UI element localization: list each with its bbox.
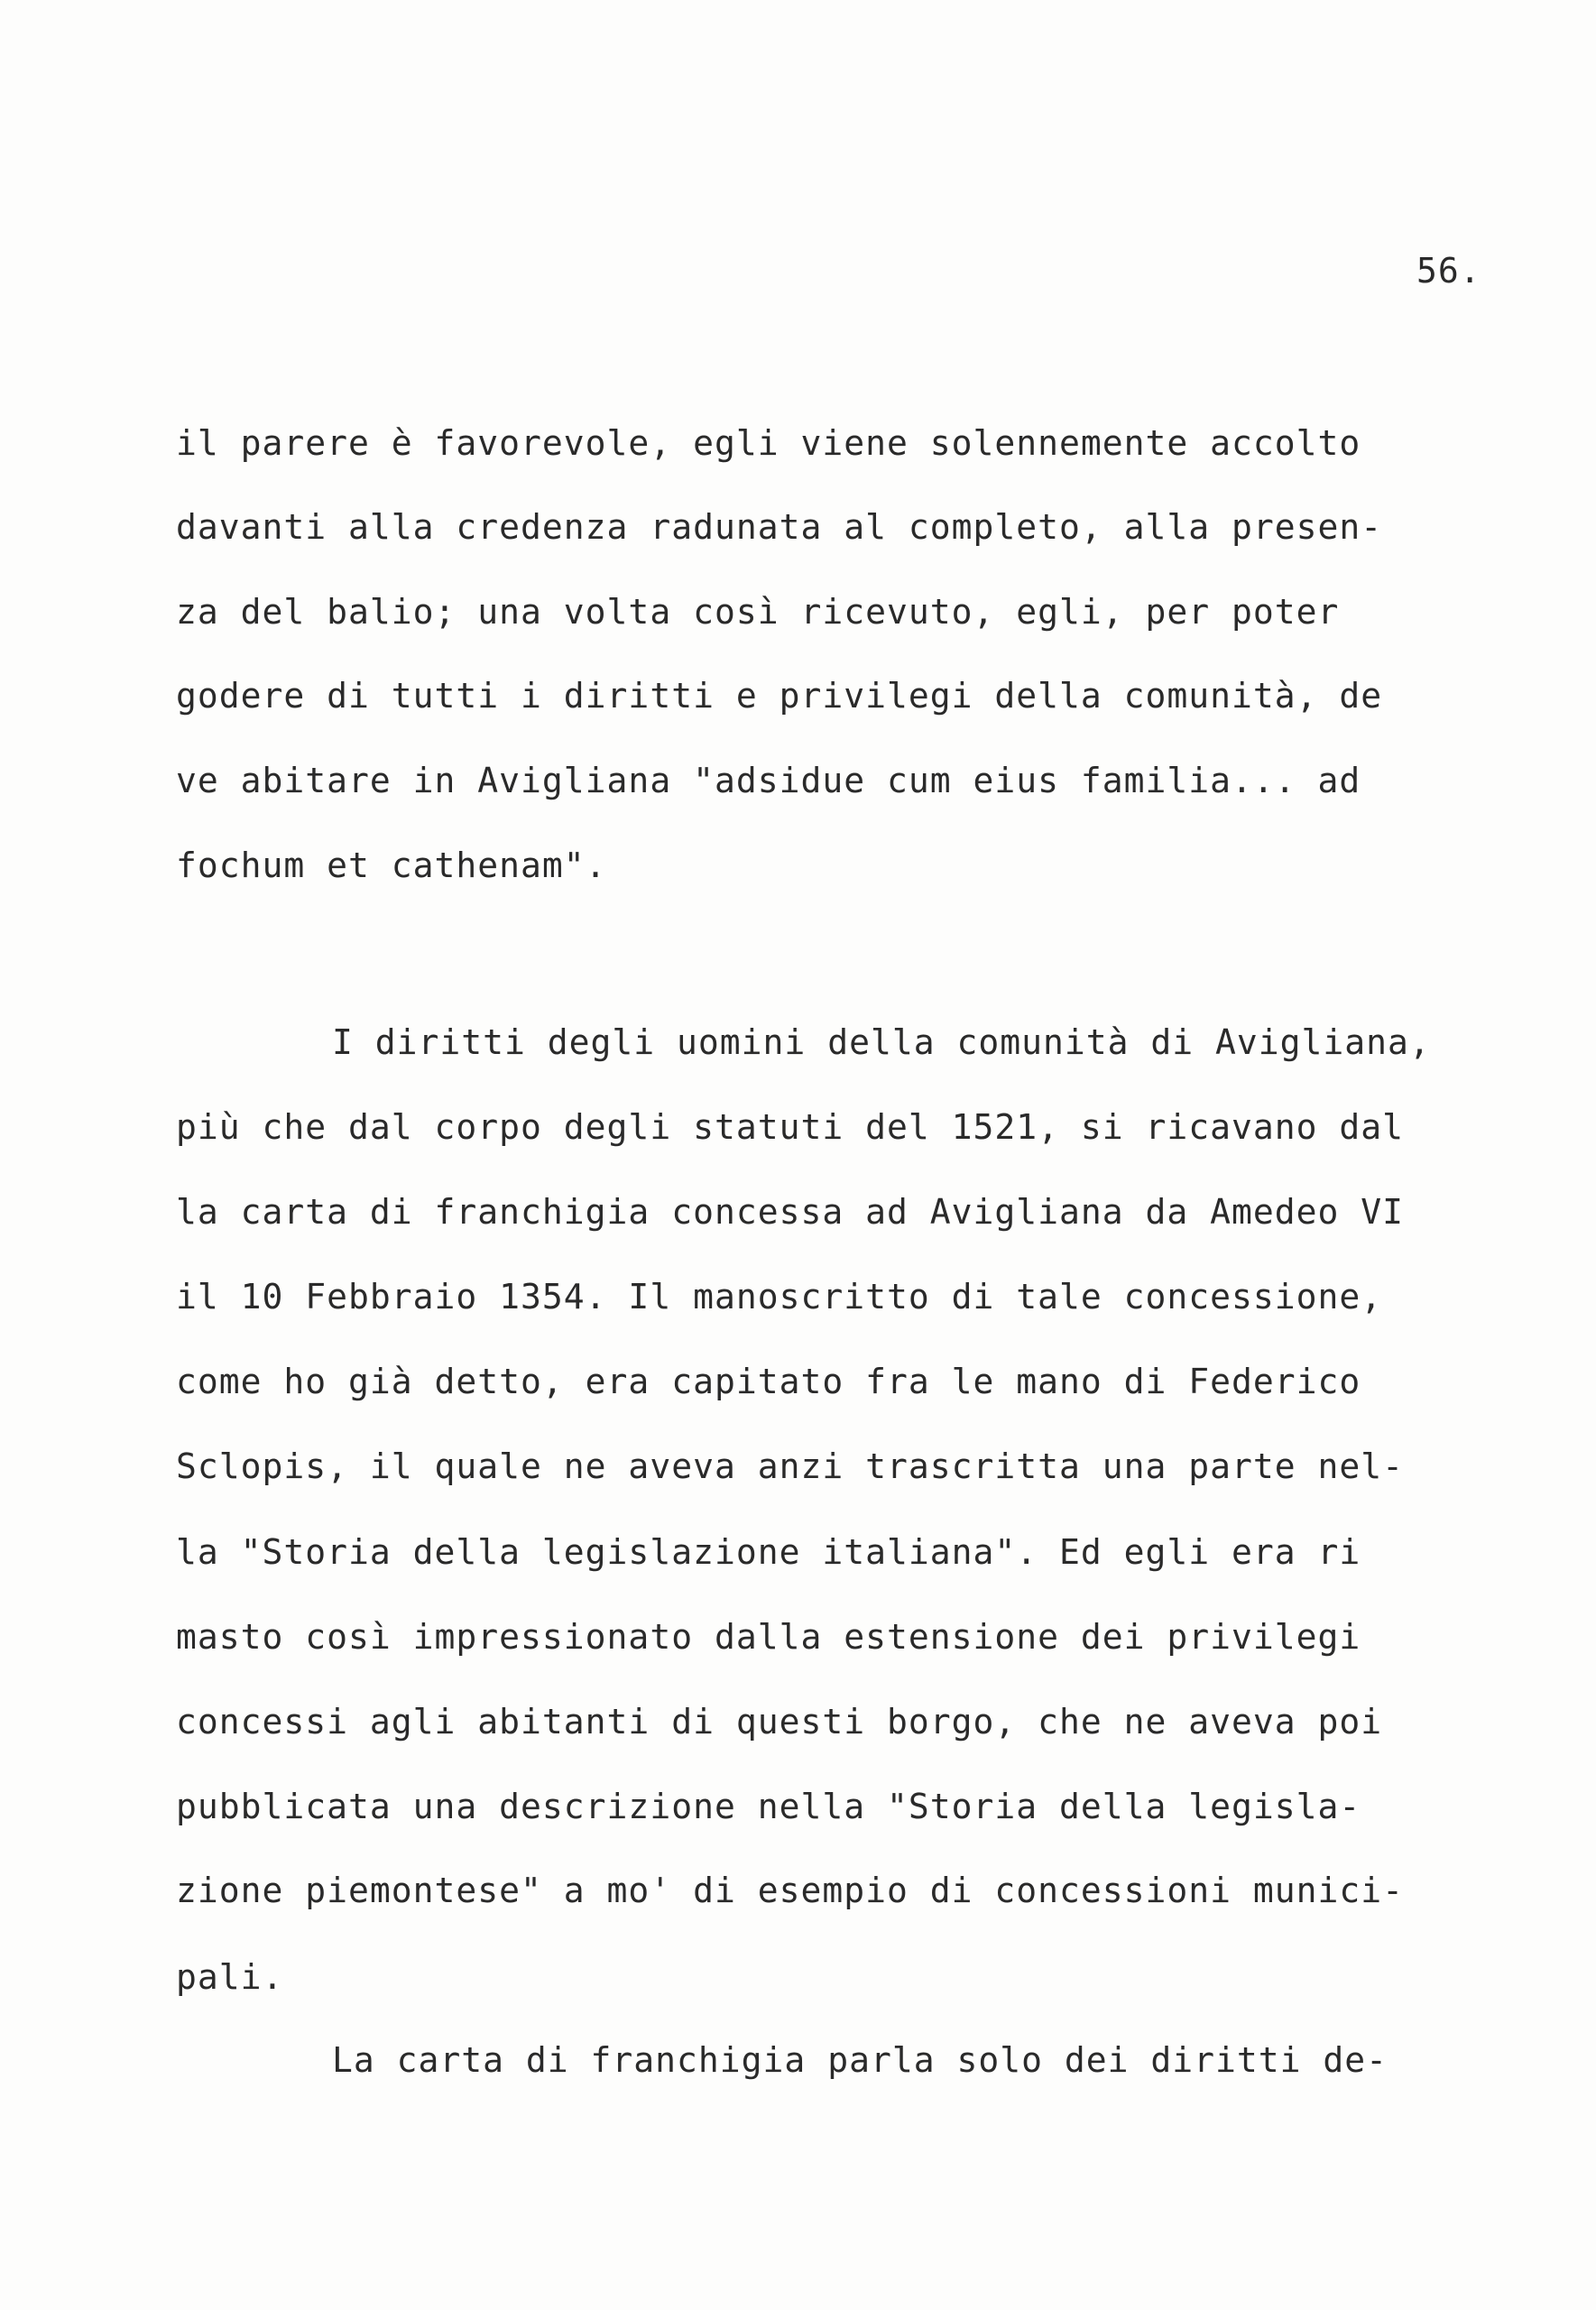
text-line: davanti alla credenza radunata al completo, alla presen- (176, 507, 1383, 547)
text-line: la carta di franchigia concessa ad Avigliana da Amedeo VI (176, 1192, 1405, 1232)
text-line: masto così impressionato dalla estensione dei privilegi (176, 1617, 1361, 1657)
text-line: il parere è favorevole, egli viene solennemente accolto (176, 423, 1361, 463)
text-line: Sclopis, il quale ne aveva anzi trascritta una parte nel- (176, 1446, 1405, 1486)
text-line: più che dal corpo degli statuti del 1521, si ricavano dal (176, 1107, 1405, 1147)
text-line: pali. (176, 1957, 284, 1997)
page-number: 56. (1416, 251, 1481, 291)
text-line: la "Storia della legislazione italiana". Ed egli era ri (176, 1532, 1361, 1572)
text-line: godere di tutti i diritti e privilegi della comunità, de (176, 676, 1383, 716)
text-line: za del balio; una volta così ricevuto, egli, per poter (176, 592, 1340, 632)
text-line: concessi agli abitanti di questi borgo, che ne aveva poi (176, 1702, 1383, 1742)
text-line: il 10 Febbraio 1354. Il manoscritto di tale concessione, (176, 1277, 1383, 1317)
text-line: zione piemontese" a mo' di esempio di concessioni munici- (176, 1871, 1405, 1910)
text-line: come ho già detto, era capitato fra le mano di Federico (176, 1362, 1361, 1401)
text-line: fochum et cathenam". (176, 845, 607, 885)
text-line: La carta di franchigia parla solo dei diritti de- (332, 2040, 1388, 2080)
text-line: I diritti degli uomini della comunità di Avigliana, (332, 1022, 1431, 1062)
text-line: ve abitare in Avigliana "adsidue cum eius familia... ad (176, 761, 1361, 800)
text-line: pubblicata una descrizione nella "Storia della legisla- (176, 1787, 1361, 1826)
